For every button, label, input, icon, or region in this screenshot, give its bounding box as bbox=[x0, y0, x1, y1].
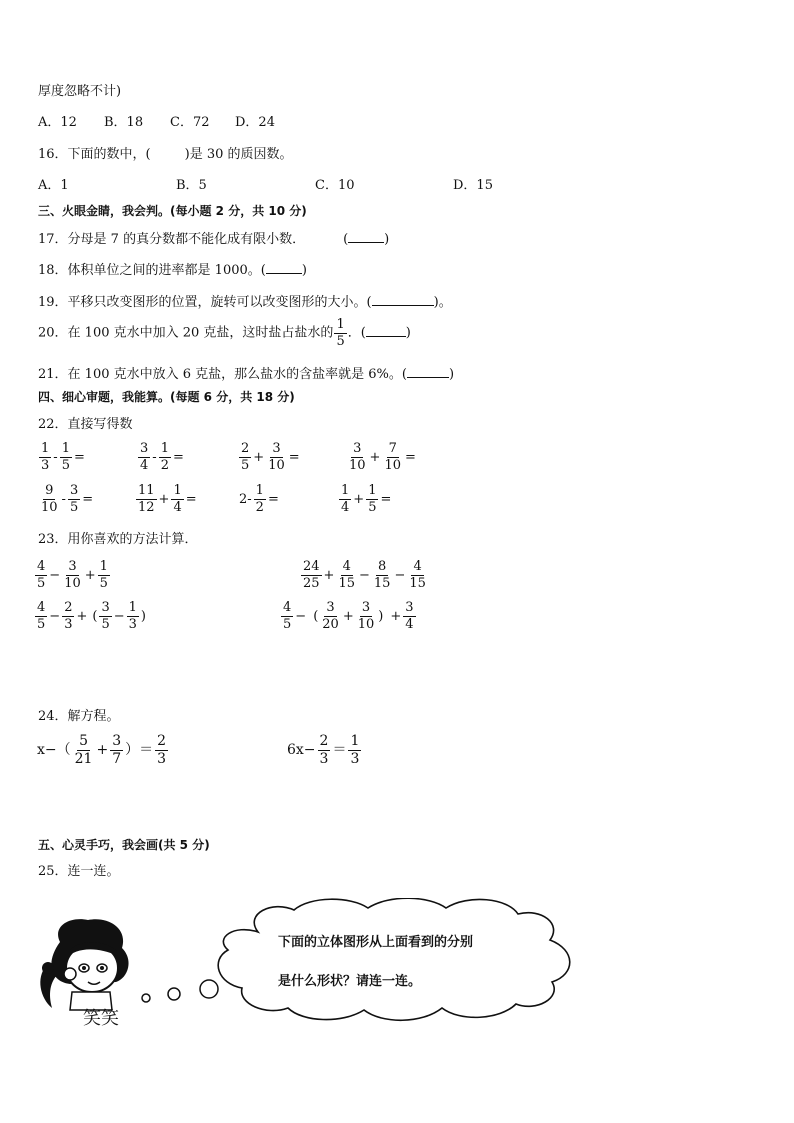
q23-expression-1: $\frac{4}{5}$ − $\frac{3}{10}$ + $\frac{1}{5}$ bbox=[37, 559, 108, 591]
q20-text: 20．在 100 克水中加入 20 克盐，这时盐占盐水的 bbox=[38, 325, 334, 341]
q16-text-a: 16．下面的数中，( bbox=[38, 147, 151, 162]
q22-expression-8: $\frac{1}{4}$ + $\frac{1}{5}$ = bbox=[341, 483, 392, 515]
q15-option-b: B．18 bbox=[104, 115, 144, 130]
q17-text: 17．分母是 7 的真分数都不能化成有限小数． bbox=[38, 232, 306, 247]
q20-answer-blank[interactable] bbox=[366, 325, 406, 337]
q24-equation-2: 6x− $\frac{2}{3}$ ＝ $\frac{1}{3}$ bbox=[287, 733, 360, 767]
q15-tail: 厚度忽略不计) bbox=[38, 84, 122, 99]
q23-title: 23．用你喜欢的方法计算． bbox=[38, 532, 198, 547]
q22-expression-5: $\frac{9}{10}$ - $\frac{3}{5}$ = bbox=[41, 483, 94, 515]
q25-illustration bbox=[30, 898, 590, 1038]
q22-expression-3: $\frac{2}{5}$ + $\frac{3}{10}$ = bbox=[241, 441, 300, 473]
section-5-heading: 五、心灵手巧，我会画(共 5 分) bbox=[38, 838, 210, 852]
q25-title: 25．连一连。 bbox=[38, 864, 120, 879]
cloud-text-line-1: 下面的立体图形从上面看到的分别 bbox=[278, 935, 474, 950]
q19-rparen: )。 bbox=[433, 295, 452, 310]
q15-option-d: D．24 bbox=[235, 115, 275, 130]
q18-answer-blank[interactable] bbox=[266, 262, 302, 274]
q16-option-a: A．1 bbox=[38, 178, 69, 193]
q24-title: 24．解方程。 bbox=[38, 709, 120, 724]
thought-dot-small-icon bbox=[142, 994, 150, 1002]
q20-fraction: $\frac{1}{5}$ bbox=[336, 317, 345, 349]
q21 bbox=[38, 366, 454, 381]
q19 bbox=[38, 294, 452, 309]
q22-expression-7: 2- $\frac{1}{2}$ = bbox=[239, 483, 279, 515]
q20-rparen: ) bbox=[405, 325, 411, 341]
q20 bbox=[38, 318, 411, 348]
q23-expression-4: $\frac{4}{5}$ − ( $\frac{3}{20}$ + $\frac{3}{10}$ ) + $\frac{3}{4}$ bbox=[283, 600, 414, 632]
q22-expression-1: $\frac{1}{3}$ - $\frac{1}{5}$ = bbox=[41, 441, 85, 473]
q21-rparen: ) bbox=[448, 367, 455, 382]
girl-label: 笑笑 bbox=[83, 1008, 119, 1029]
q16-option-c: C．10 bbox=[315, 178, 355, 193]
q18-rparen: ) bbox=[301, 263, 307, 278]
q20-tail: ．( bbox=[347, 325, 366, 341]
cloud-text-line-2: 是什么形状？请连一连。 bbox=[278, 974, 422, 989]
q16-question bbox=[38, 148, 293, 161]
q22-expression-6: $\frac{11}{12}$ + $\frac{1}{4}$ = bbox=[138, 483, 197, 515]
q22-title: 22．直接写得数 bbox=[38, 417, 133, 432]
q15-option-a: A．12 bbox=[38, 115, 77, 130]
q19-text: 19．平移只改变图形的位置，旋转可以改变图形的大小。( bbox=[38, 295, 372, 310]
girl-cartoon-icon bbox=[40, 919, 128, 1010]
thought-cloud-icon bbox=[218, 898, 570, 1020]
thought-dot-large-icon bbox=[200, 980, 218, 998]
q17-lparen: ( bbox=[343, 232, 349, 247]
q15-option-c: C．72 bbox=[170, 115, 210, 130]
q17 bbox=[38, 231, 389, 246]
q23-expression-3: $\frac{4}{5}$ − $\frac{2}{3}$ + ( $\frac{3}{5}$ − $\frac{1}{3}$ ) bbox=[37, 600, 146, 632]
q21-text: 21．在 100 克水中放入 6 克盐，那么盐水的含盐率就是 6%。( bbox=[38, 367, 407, 382]
q24-equation-1: x−（ $\frac{5}{21}$ + $\frac{3}{7}$ ）＝ $\frac{2}{3}$ bbox=[37, 733, 167, 767]
q23-expression-2: $\frac{24}{25}$ + $\frac{4}{15}$ − $\frac{8}{15}$ − $\frac{4}{15}$ bbox=[303, 559, 426, 591]
q16-option-d: D．15 bbox=[453, 178, 493, 193]
section-4-heading: 四、细心审题，我能算。(每题 6 分，共 18 分) bbox=[38, 390, 295, 404]
q21-answer-blank[interactable] bbox=[407, 366, 449, 378]
q18-text: 18．体积单位之间的进率都是 1000。( bbox=[38, 263, 266, 278]
q17-answer-blank[interactable] bbox=[348, 231, 384, 243]
q16-option-b: B．5 bbox=[176, 178, 207, 193]
section-3-heading: 三、火眼金睛，我会判。(每小题 2 分，共 10 分) bbox=[38, 204, 307, 218]
q19-answer-blank[interactable] bbox=[372, 294, 434, 306]
q16-text-b: )是 30 的质因数。 bbox=[184, 147, 293, 162]
q18 bbox=[38, 262, 307, 277]
q22-expression-4: $\frac{3}{10}$ + $\frac{7}{10}$ = bbox=[349, 441, 416, 473]
thought-dot-medium-icon bbox=[168, 988, 180, 1000]
q22-expression-2: $\frac{3}{4}$ - $\frac{1}{2}$ = bbox=[140, 441, 184, 473]
q17-rparen: ) bbox=[384, 232, 390, 247]
